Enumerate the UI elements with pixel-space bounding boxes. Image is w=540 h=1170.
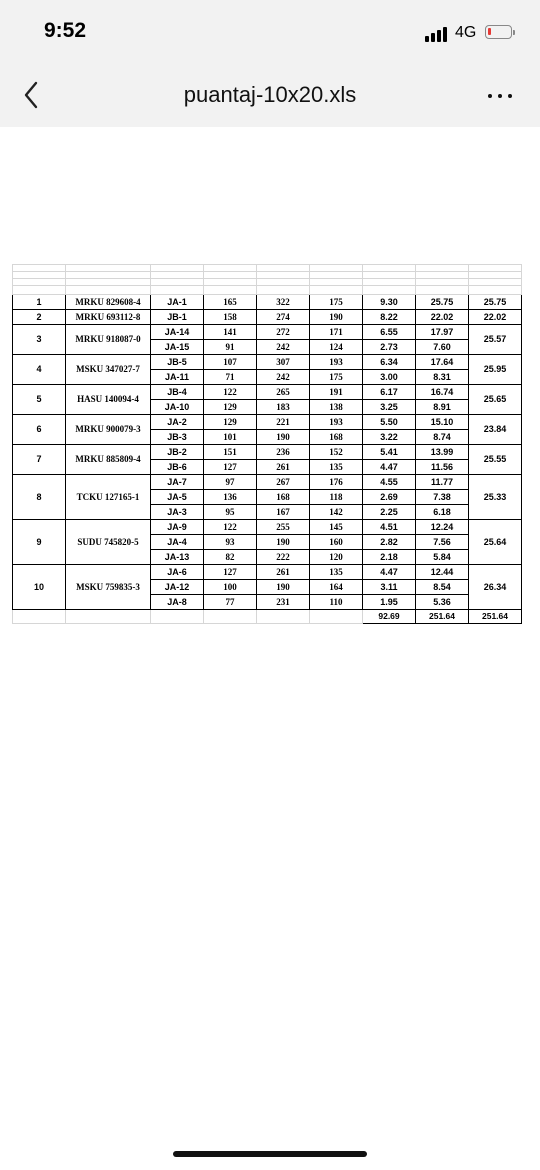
percent-cell: 8.54 <box>416 580 469 595</box>
table-row <box>13 415 522 430</box>
group-total: 25.64 <box>469 520 522 565</box>
value-cell: 171 <box>310 325 363 340</box>
container-number: MRKU 885809-4 <box>66 445 151 475</box>
item-code: JA-8 <box>151 595 204 610</box>
row-number: 1 <box>13 295 66 310</box>
value-cell: 168 <box>310 430 363 445</box>
group-total: 25.33 <box>469 475 522 520</box>
value-cell: 129 <box>204 400 257 415</box>
value-cell: 168 <box>257 490 310 505</box>
group-total: 23.84 <box>469 415 522 445</box>
value-cell: 138 <box>310 400 363 415</box>
empty-cell <box>66 610 151 624</box>
nav-bar <box>0 62 540 127</box>
empty-cell <box>257 272 310 279</box>
empty-cell <box>204 279 257 286</box>
percent-cell: 7.38 <box>416 490 469 505</box>
empty-cell <box>151 272 204 279</box>
group-total: 22.02 <box>469 310 522 325</box>
spacer-row <box>13 286 522 295</box>
value-cell: 107 <box>204 355 257 370</box>
empty-cell <box>13 610 66 624</box>
value-cell: 190 <box>310 310 363 325</box>
percent-cell: 7.56 <box>416 535 469 550</box>
volume-cell: 8.22 <box>363 310 416 325</box>
empty-cell <box>363 286 416 295</box>
value-cell: 255 <box>257 520 310 535</box>
empty-cell <box>204 272 257 279</box>
value-cell: 190 <box>257 535 310 550</box>
more-options-button[interactable] <box>482 86 518 106</box>
empty-cell <box>66 286 151 295</box>
battery-icon <box>485 25 512 39</box>
value-cell: 129 <box>204 415 257 430</box>
group-total: 25.55 <box>469 445 522 475</box>
volume-cell: 4.51 <box>363 520 416 535</box>
empty-cell <box>469 286 522 295</box>
total-percent: 251.64 <box>416 610 469 624</box>
value-cell: 221 <box>257 415 310 430</box>
spreadsheet <box>12 264 522 624</box>
value-cell: 274 <box>257 310 310 325</box>
group-total: 25.75 <box>469 295 522 310</box>
empty-cell <box>204 265 257 272</box>
group-total: 25.57 <box>469 325 522 355</box>
percent-cell: 13.99 <box>416 445 469 460</box>
percent-cell: 5.84 <box>416 550 469 565</box>
percent-cell: 15.10 <box>416 415 469 430</box>
item-code: JA-15 <box>151 340 204 355</box>
empty-cell <box>13 272 66 279</box>
value-cell: 120 <box>310 550 363 565</box>
container-number: MRKU 900079-3 <box>66 415 151 445</box>
status-time: 9:52 <box>44 19 87 42</box>
value-cell: 135 <box>310 460 363 475</box>
value-cell: 242 <box>257 340 310 355</box>
value-cell: 267 <box>257 475 310 490</box>
home-indicator <box>173 1151 367 1157</box>
totals-row <box>13 610 522 624</box>
percent-cell: 11.56 <box>416 460 469 475</box>
container-number: MSKU 347027-7 <box>66 355 151 385</box>
empty-cell <box>151 279 204 286</box>
container-number: SUDU 745820-5 <box>66 520 151 565</box>
value-cell: 175 <box>310 370 363 385</box>
row-number: 7 <box>13 445 66 475</box>
empty-cell <box>13 279 66 286</box>
value-cell: 265 <box>257 385 310 400</box>
volume-cell: 2.82 <box>363 535 416 550</box>
empty-cell <box>310 272 363 279</box>
empty-cell <box>469 272 522 279</box>
empty-cell <box>204 610 257 624</box>
value-cell: 272 <box>257 325 310 340</box>
value-cell: 193 <box>310 355 363 370</box>
value-cell: 158 <box>204 310 257 325</box>
group-total: 25.65 <box>469 385 522 415</box>
value-cell: 261 <box>257 565 310 580</box>
volume-cell: 5.50 <box>363 415 416 430</box>
header-row <box>13 279 522 286</box>
empty-cell <box>257 265 310 272</box>
value-cell: 152 <box>310 445 363 460</box>
group-total: 25.95 <box>469 355 522 385</box>
container-number: MRKU 918087-0 <box>66 325 151 355</box>
container-number: HASU 140094-4 <box>66 385 151 415</box>
sheet-table <box>12 264 522 624</box>
item-code: JA-5 <box>151 490 204 505</box>
value-cell: 261 <box>257 460 310 475</box>
percent-cell: 7.60 <box>416 340 469 355</box>
value-cell: 236 <box>257 445 310 460</box>
empty-cell <box>416 279 469 286</box>
value-cell: 190 <box>257 580 310 595</box>
volume-cell: 3.00 <box>363 370 416 385</box>
value-cell: 127 <box>204 460 257 475</box>
container-number: TCKU 127165-1 <box>66 475 151 520</box>
empty-cell <box>13 286 66 295</box>
row-number: 5 <box>13 385 66 415</box>
value-cell: 110 <box>310 595 363 610</box>
value-cell: 95 <box>204 505 257 520</box>
value-cell: 167 <box>257 505 310 520</box>
item-code: JA-14 <box>151 325 204 340</box>
item-code: JA-11 <box>151 370 204 385</box>
value-cell: 91 <box>204 340 257 355</box>
percent-cell: 25.75 <box>416 295 469 310</box>
table-row <box>13 355 522 370</box>
volume-cell: 4.47 <box>363 460 416 475</box>
value-cell: 127 <box>204 565 257 580</box>
item-code: JB-6 <box>151 460 204 475</box>
container-number: MRKU 693112-8 <box>66 310 151 325</box>
percent-cell: 17.64 <box>416 355 469 370</box>
value-cell: 141 <box>204 325 257 340</box>
item-code: JA-6 <box>151 565 204 580</box>
volume-cell: 2.25 <box>363 505 416 520</box>
item-code: JA-3 <box>151 505 204 520</box>
item-code: JA-1 <box>151 295 204 310</box>
empty-cell <box>151 610 204 624</box>
volume-cell: 3.22 <box>363 430 416 445</box>
value-cell: 193 <box>310 415 363 430</box>
empty-cell <box>151 286 204 295</box>
table-row <box>13 310 522 325</box>
row-number: 9 <box>13 520 66 565</box>
table-row <box>13 295 522 310</box>
value-cell: 190 <box>257 430 310 445</box>
percent-cell: 16.74 <box>416 385 469 400</box>
volume-cell: 6.55 <box>363 325 416 340</box>
table-row <box>13 445 522 460</box>
percent-cell: 12.44 <box>416 565 469 580</box>
item-code: JA-2 <box>151 415 204 430</box>
item-code: JA-12 <box>151 580 204 595</box>
empty-cell <box>363 272 416 279</box>
value-cell: 122 <box>204 385 257 400</box>
table-row <box>13 385 522 400</box>
empty-cell <box>66 272 151 279</box>
value-cell: 136 <box>204 490 257 505</box>
value-cell: 231 <box>257 595 310 610</box>
volume-cell: 1.95 <box>363 595 416 610</box>
empty-cell <box>257 610 310 624</box>
value-cell: 145 <box>310 520 363 535</box>
percent-cell: 11.77 <box>416 475 469 490</box>
percent-cell: 5.36 <box>416 595 469 610</box>
value-cell: 176 <box>310 475 363 490</box>
container-number: MSKU 759835-3 <box>66 565 151 610</box>
empty-cell <box>257 286 310 295</box>
percent-cell: 8.91 <box>416 400 469 415</box>
row-number: 3 <box>13 325 66 355</box>
value-cell: 191 <box>310 385 363 400</box>
row-number: 4 <box>13 355 66 385</box>
total-volume: 92.69 <box>363 610 416 624</box>
percent-cell: 8.74 <box>416 430 469 445</box>
container-number: MRKU 829608-4 <box>66 295 151 310</box>
value-cell: 151 <box>204 445 257 460</box>
volume-cell: 6.17 <box>363 385 416 400</box>
value-cell: 322 <box>257 295 310 310</box>
value-cell: 122 <box>204 520 257 535</box>
value-cell: 242 <box>257 370 310 385</box>
volume-cell: 2.18 <box>363 550 416 565</box>
percent-cell: 22.02 <box>416 310 469 325</box>
volume-cell: 2.69 <box>363 490 416 505</box>
row-number: 6 <box>13 415 66 445</box>
volume-cell: 3.25 <box>363 400 416 415</box>
status-bar <box>0 0 540 62</box>
empty-cell <box>469 265 522 272</box>
volume-cell: 3.11 <box>363 580 416 595</box>
empty-cell <box>13 265 66 272</box>
volume-cell: 5.41 <box>363 445 416 460</box>
signal-icon <box>425 26 451 42</box>
empty-cell <box>416 265 469 272</box>
value-cell: 100 <box>204 580 257 595</box>
table-row <box>13 325 522 340</box>
item-code: JB-3 <box>151 430 204 445</box>
value-cell: 93 <box>204 535 257 550</box>
empty-cell <box>310 279 363 286</box>
item-code: JB-1 <box>151 310 204 325</box>
empty-cell <box>363 279 416 286</box>
value-cell: 97 <box>204 475 257 490</box>
item-code: JB-4 <box>151 385 204 400</box>
percent-cell: 6.18 <box>416 505 469 520</box>
item-code: JA-10 <box>151 400 204 415</box>
volume-cell: 4.47 <box>363 565 416 580</box>
value-cell: 160 <box>310 535 363 550</box>
value-cell: 175 <box>310 295 363 310</box>
percent-cell: 8.31 <box>416 370 469 385</box>
grand-total: 251.64 <box>469 610 522 624</box>
row-number: 10 <box>13 565 66 610</box>
volume-cell: 4.55 <box>363 475 416 490</box>
value-cell: 164 <box>310 580 363 595</box>
value-cell: 124 <box>310 340 363 355</box>
empty-cell <box>257 279 310 286</box>
volume-cell: 6.34 <box>363 355 416 370</box>
file-title: puantaj-10x20.xls <box>183 82 357 107</box>
table-row <box>13 565 522 580</box>
table-row <box>13 475 522 490</box>
group-total: 26.34 <box>469 565 522 610</box>
empty-cell <box>151 265 204 272</box>
value-cell: 142 <box>310 505 363 520</box>
item-code: JA-4 <box>151 535 204 550</box>
value-cell: 101 <box>204 430 257 445</box>
value-cell: 118 <box>310 490 363 505</box>
empty-cell <box>66 265 151 272</box>
percent-cell: 12.24 <box>416 520 469 535</box>
empty-cell <box>363 265 416 272</box>
empty-cell <box>204 286 257 295</box>
percent-cell: 17.97 <box>416 325 469 340</box>
row-number: 8 <box>13 475 66 520</box>
item-code: JB-2 <box>151 445 204 460</box>
empty-cell <box>310 610 363 624</box>
value-cell: 82 <box>204 550 257 565</box>
item-code: JA-13 <box>151 550 204 565</box>
value-cell: 307 <box>257 355 310 370</box>
item-code: JB-5 <box>151 355 204 370</box>
item-code: JA-7 <box>151 475 204 490</box>
empty-cell <box>66 279 151 286</box>
value-cell: 222 <box>257 550 310 565</box>
network-type: 4G <box>455 24 477 41</box>
header-row <box>13 265 522 272</box>
empty-cell <box>310 265 363 272</box>
table-row <box>13 520 522 535</box>
value-cell: 165 <box>204 295 257 310</box>
value-cell: 71 <box>204 370 257 385</box>
volume-cell: 2.73 <box>363 340 416 355</box>
empty-cell <box>416 286 469 295</box>
volume-cell: 9.30 <box>363 295 416 310</box>
value-cell: 135 <box>310 565 363 580</box>
value-cell: 77 <box>204 595 257 610</box>
empty-cell <box>469 279 522 286</box>
header-row <box>13 272 522 279</box>
item-code: JA-9 <box>151 520 204 535</box>
empty-cell <box>310 286 363 295</box>
value-cell: 183 <box>257 400 310 415</box>
empty-cell <box>416 272 469 279</box>
row-number: 2 <box>13 310 66 325</box>
